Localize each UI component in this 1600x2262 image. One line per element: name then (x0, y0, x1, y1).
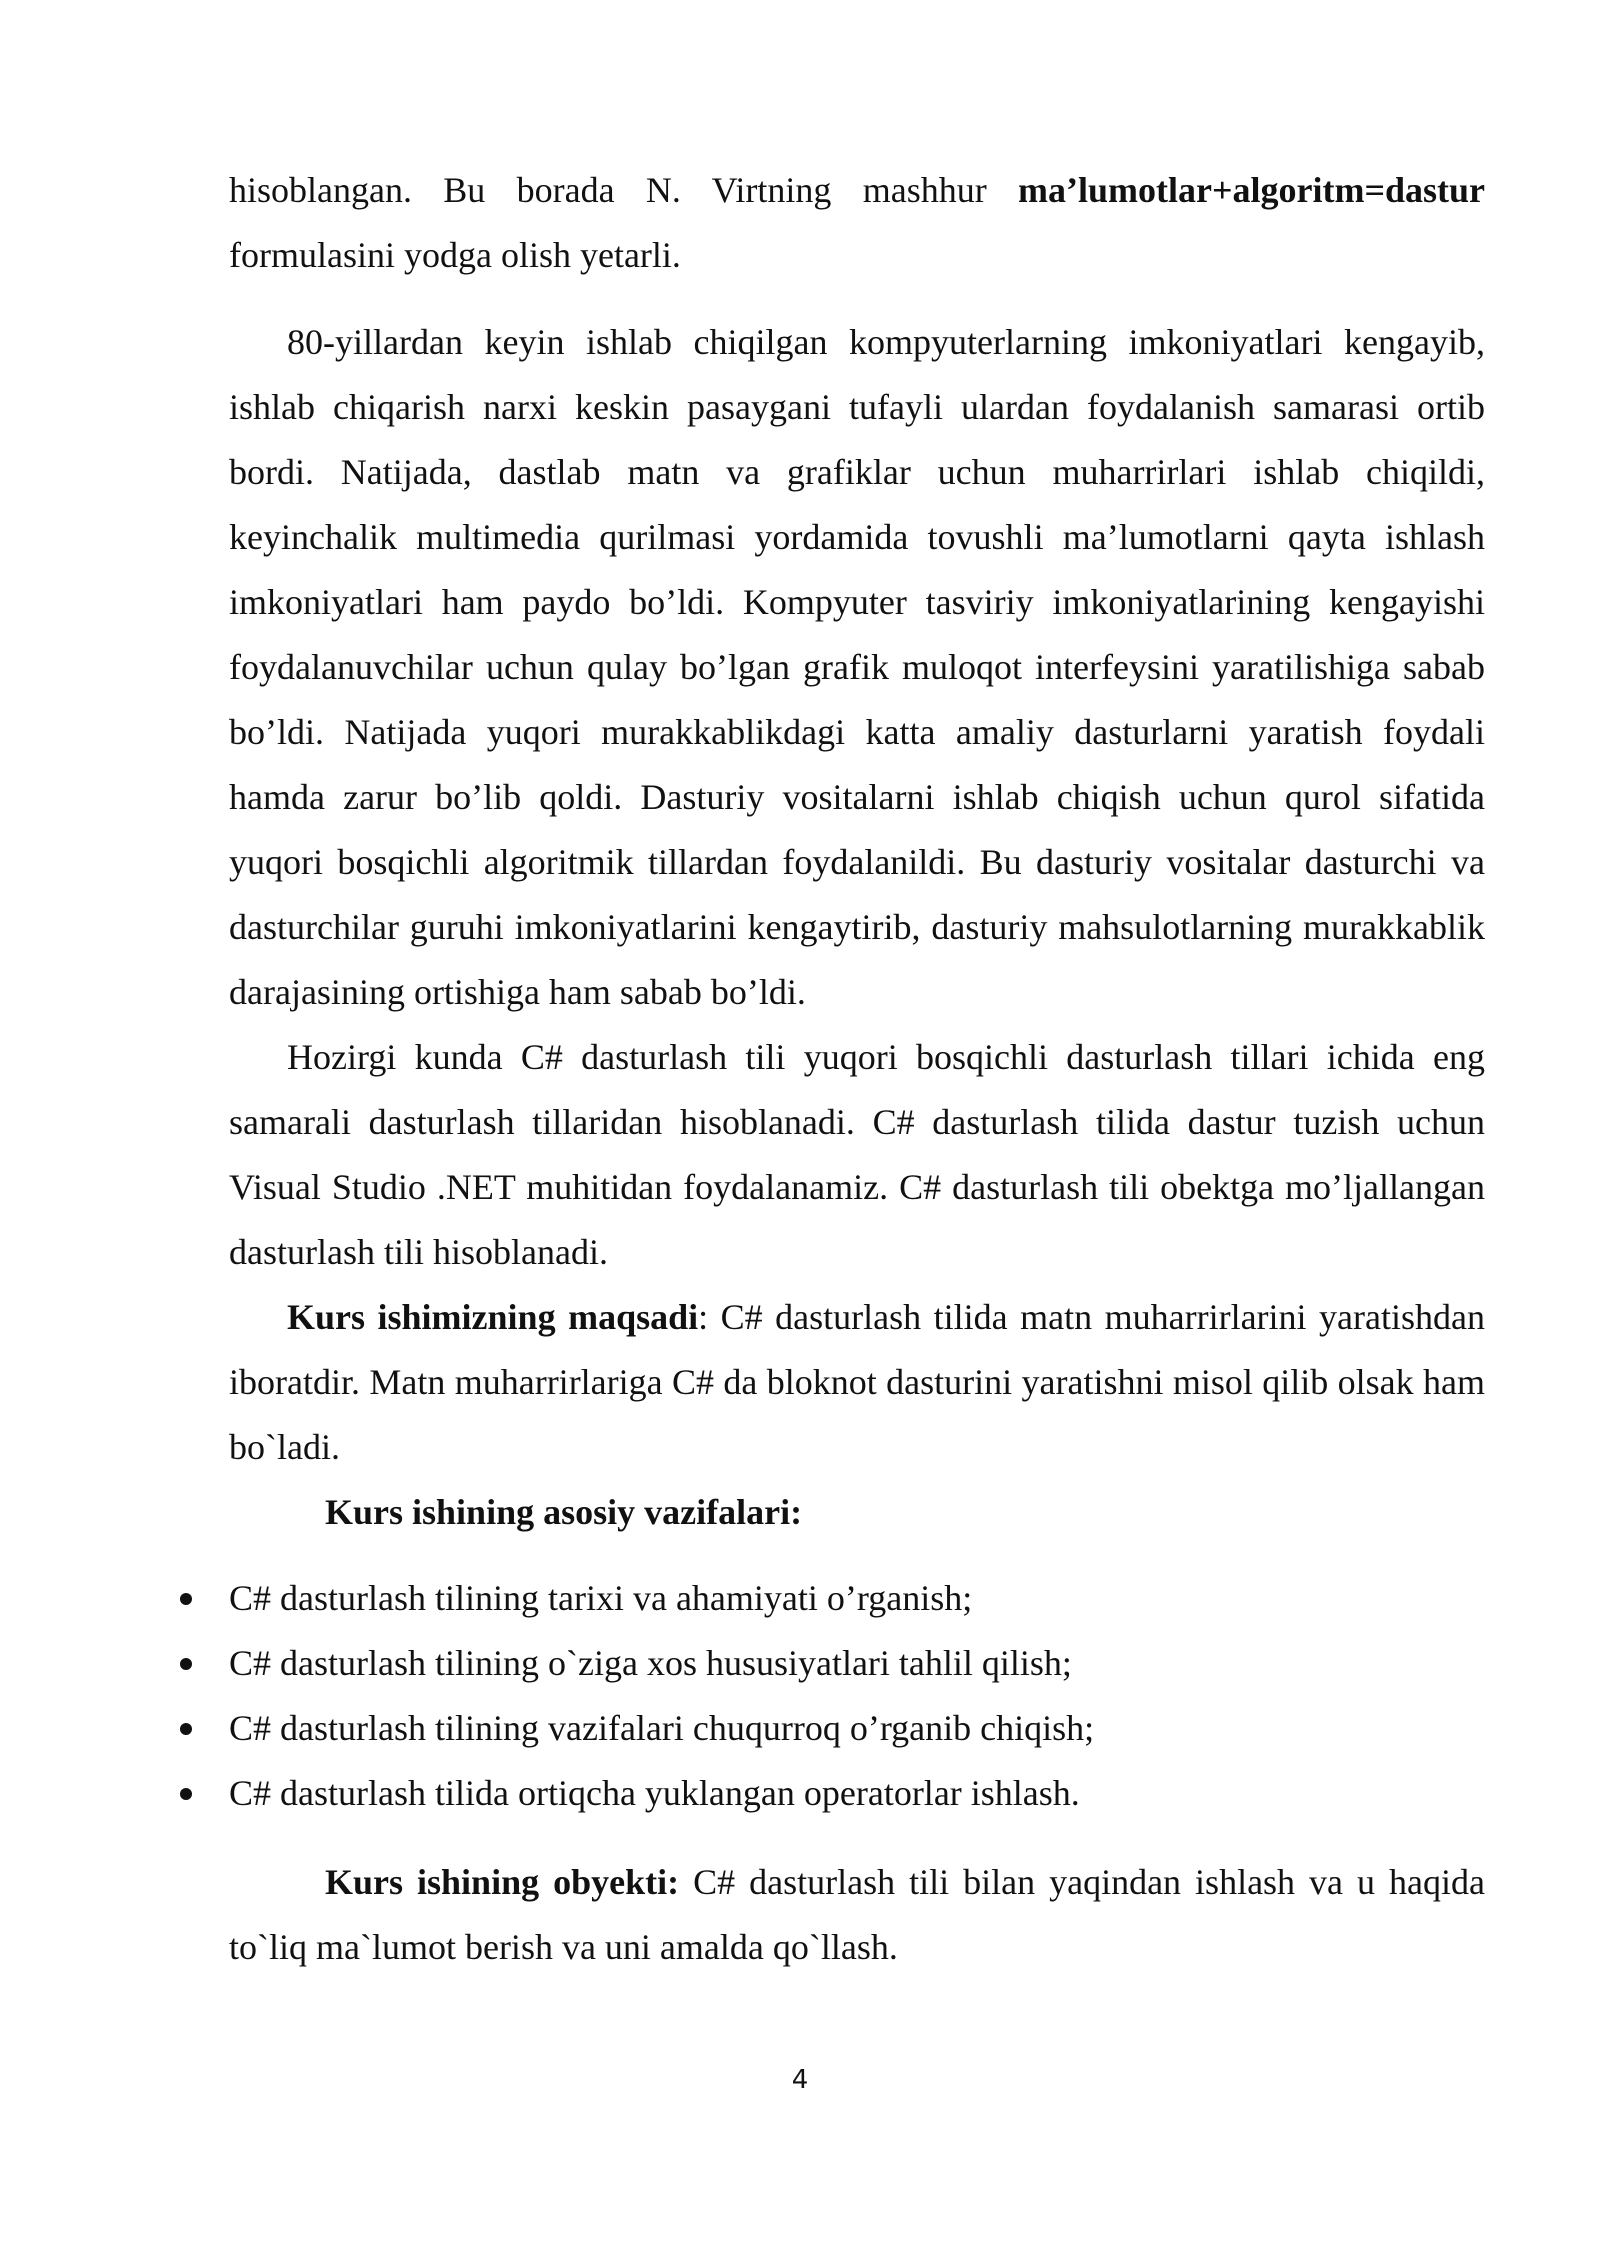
paragraph-intro (229, 158, 1485, 288)
task-text: C# dasturlash tilining tarixi va ahamiyati o’rganish; (229, 1578, 973, 1618)
bullet-icon (180, 1723, 192, 1735)
object-text: C# dasturlash tili bilan yaqindan ishlash va u haqida to`liq ma`lumot berish va uni amalda qo`llash. (229, 1862, 1486, 1967)
list-item (0, 1631, 1600, 1696)
page-number: 4 (791, 2065, 809, 2095)
tasks-heading: Kurs ishining asosiy vazifalari: (325, 1492, 803, 1532)
paragraph-intro-text-end: formulasini yodga olish yetarli. (229, 235, 681, 275)
task-text: C# dasturlash tilida ortiqcha yuklangan operatorlar ishlash. (229, 1773, 1080, 1813)
task-text: C# dasturlash tilining vazifalari chuqurroq o’rganib chiqish; (229, 1708, 1095, 1748)
list-item (0, 1761, 1600, 1826)
paragraph-goal (229, 1285, 1485, 1480)
task-text: C# dasturlash tilining o`ziga xos hususiyatlari tahlil qilish; (229, 1643, 1072, 1683)
paragraph-csharp: Hozirgi kunda C# dasturlash tili yuqori bosqichli dasturlash tillari ichida eng samarali dasturlash tillaridan hisoblanadi. C# dasturlash tilida dastur tuzish uchun Visual Studio .NET muhitidan foydalanamiz. C# dasturlash tili obektga mo’ljallangan dasturlash tili hisoblanadi. (229, 1037, 1485, 1272)
list-item (0, 1566, 1600, 1631)
paragraph-history: 80-yillardan keyin ishlab chiqilgan kompyuterlarning imkoniyatlari kengayib, ishlab chiqarish narxi keskin pasaygani tufayli ulardan foydalanish samarasi ortib bordi. Natijada, dastlab matn va grafiklar uchun muharrirlari ishlab chiqildi, keyinchalik multimedia qurilmasi yordamida tovushli ma’lumotlarni qayta ishlash imkoniyatlari ham paydo bo’ldi. Kompyuter tasviriy imkoniyatlarining kengayishi foydalanuvchilar uchun qulay bo’lgan grafik muloqot interfeysini yaratilishiga sabab bo’ldi. Natijada yuqori murakkablikdagi katta amaliy dasturlarni yaratish foydali hamda zarur bo’lib qoldi. Dasturiy vositalarni ishlab chiqish uchun qurol sifatida yuqori bosqichli algoritmik tillardan foydalanildi. Bu dasturiy vositalar dasturchi va dasturchilar guruhi imkoniyatlarini kengaytirib, dasturiy mahsulotlarning murakkablik darajasining ortishiga ham sabab bo’ldi. (229, 322, 1485, 1012)
bullet-icon (180, 1658, 192, 1670)
object-label: Kurs ishining obyekti: (325, 1862, 680, 1902)
bullet-icon (180, 1788, 192, 1800)
bullet-icon (180, 1593, 192, 1605)
goal-text: : C# dasturlash tilida matn muharrirlarini yaratishdan iboratdir. Matn muharrirlariga C# da bloknot dasturini yaratishni misol qilib olsak ham bo`ladi. (229, 1297, 1485, 1467)
paragraph-object (229, 1850, 1485, 1980)
list-item (0, 1696, 1600, 1761)
formula-bold: ma’lumotlar+algoritm=dastur (1018, 170, 1485, 210)
tasks-list (0, 1566, 1600, 1826)
goal-label: Kurs ishimizning maqsadi (287, 1297, 699, 1337)
paragraph-intro-text: hisoblangan. Bu borada N. Virtning mashhur (229, 170, 1019, 210)
